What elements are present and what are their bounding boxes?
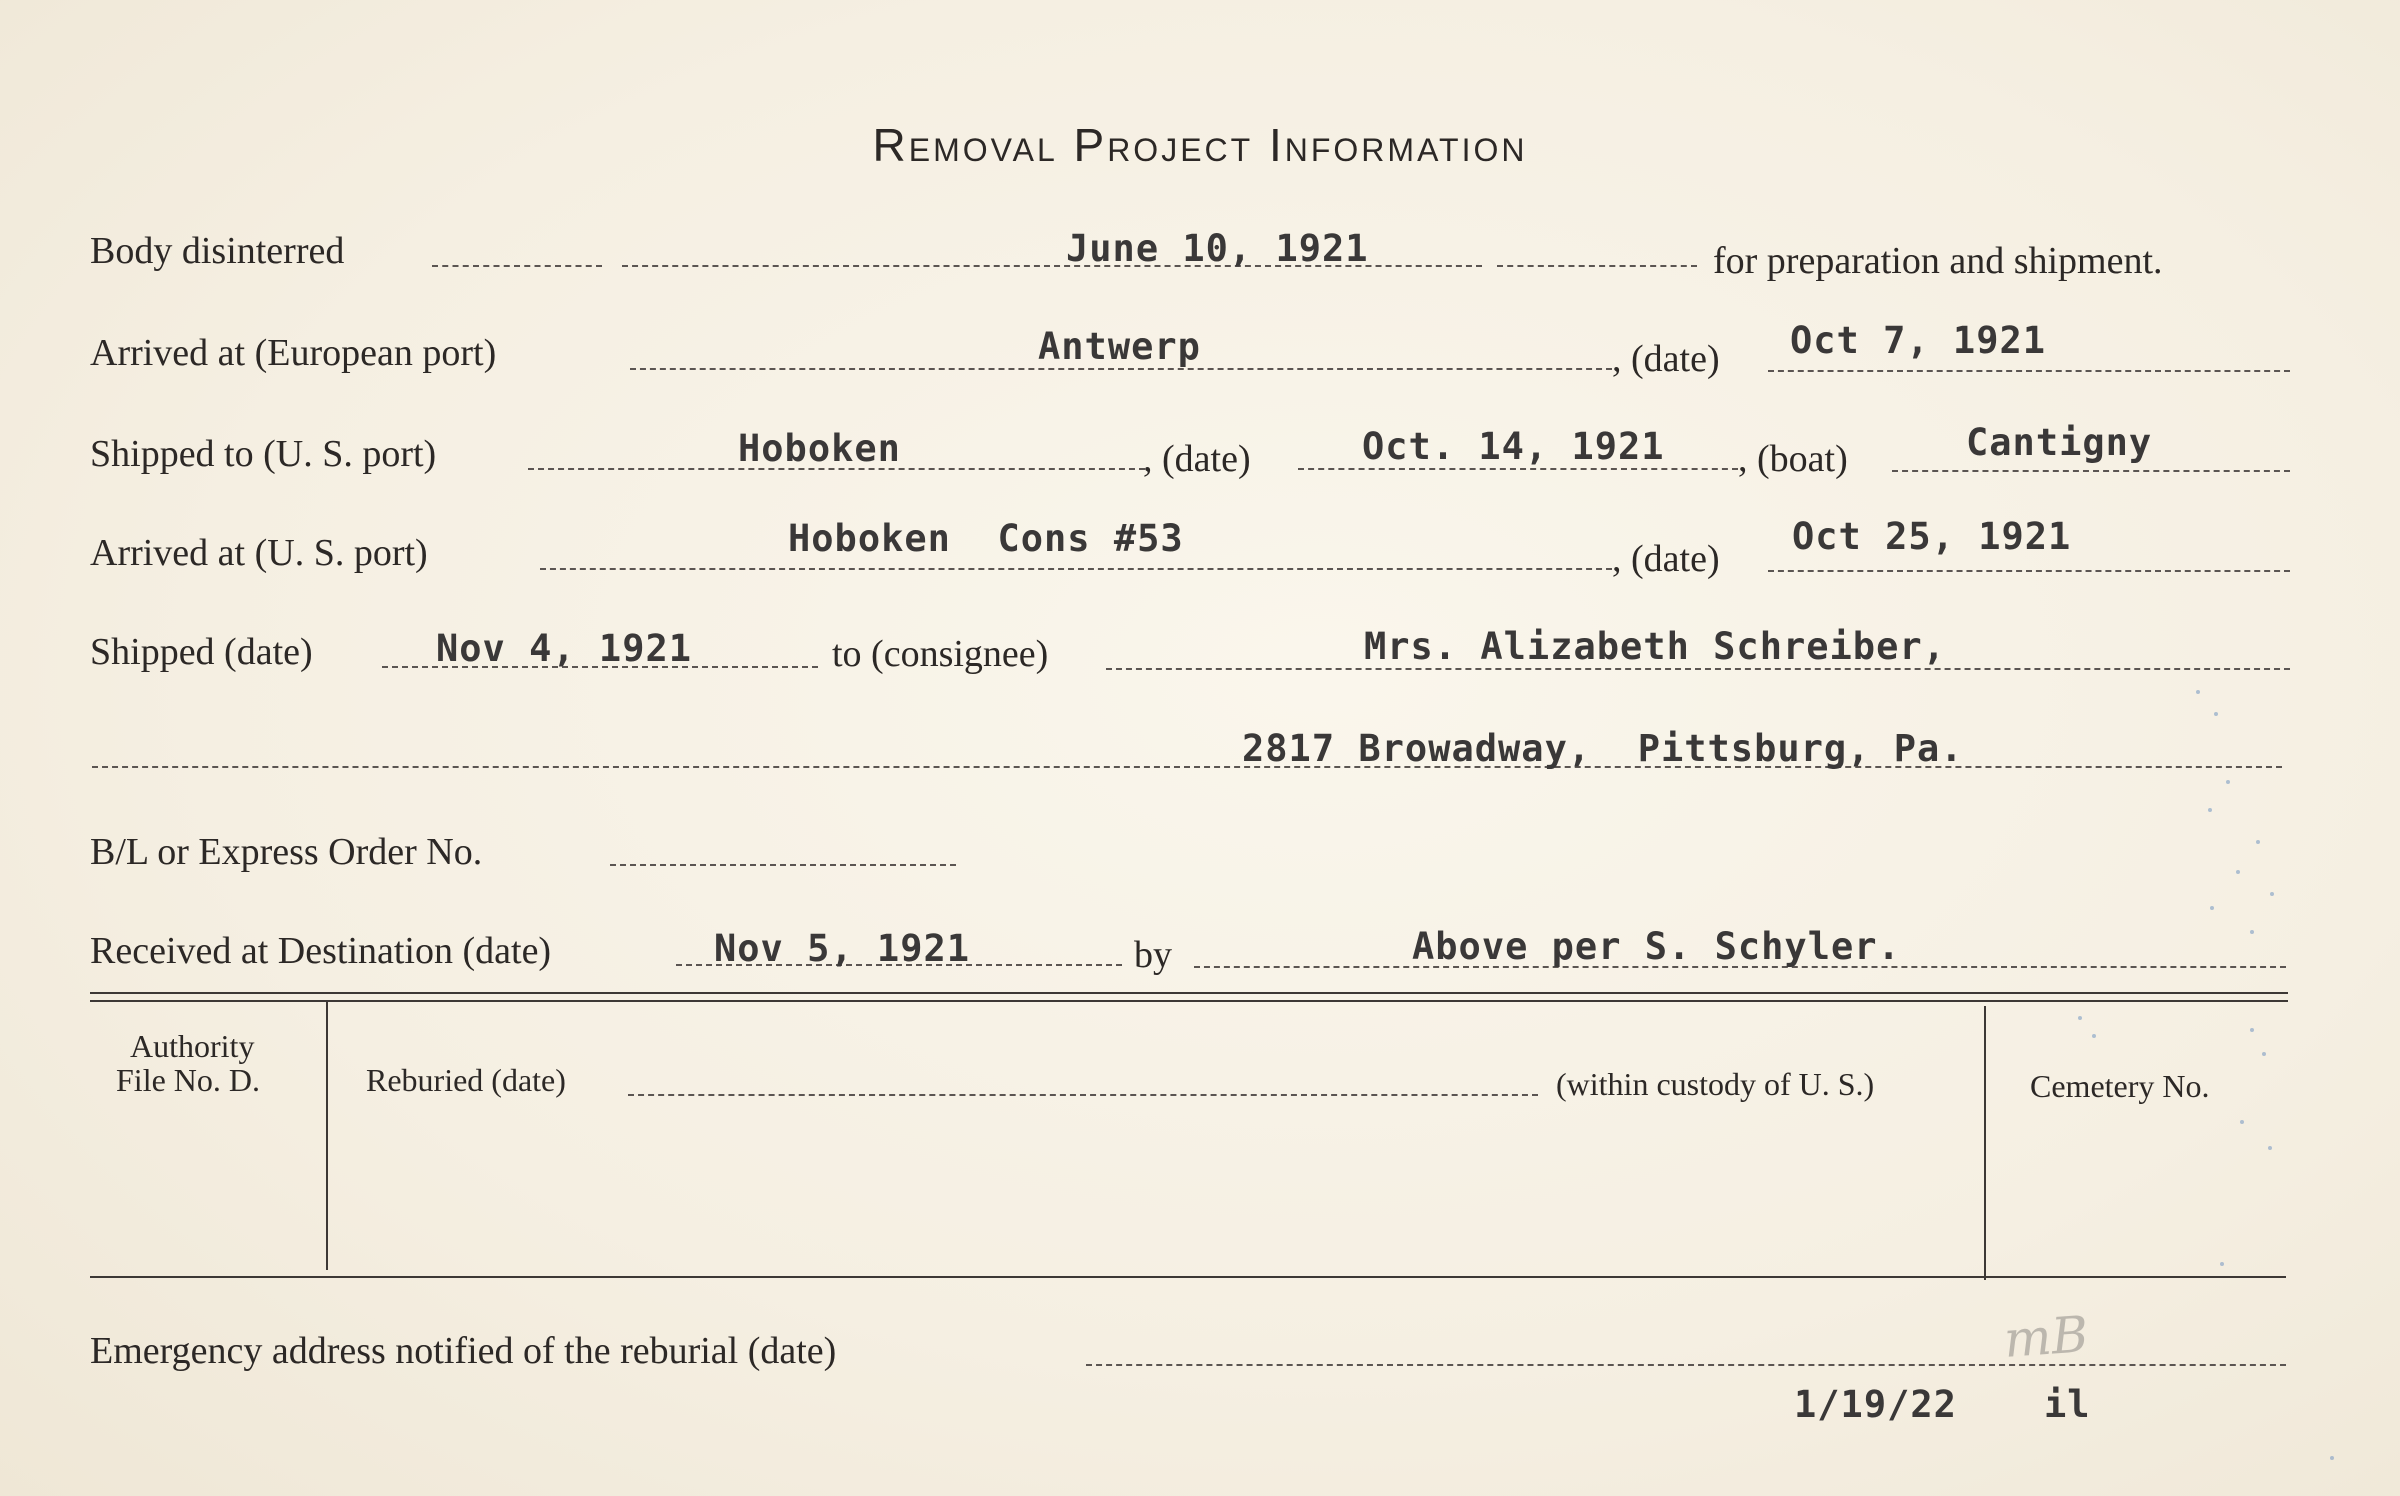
body-disinterred-label: Body disinterred xyxy=(90,230,345,272)
reburied-line xyxy=(628,1094,1538,1096)
received-by-value: Above per S. Schyler. xyxy=(1412,925,1901,968)
card-title: Removal Project Information xyxy=(872,119,1528,171)
received-by-label: by xyxy=(1134,934,1172,976)
reburied-label: Reburied (date) xyxy=(366,1062,566,1098)
consignee-address-value: 2817 Browadway, Pittsburg, Pa. xyxy=(1242,727,1964,770)
ink-speck xyxy=(2268,1146,2272,1150)
ink-speck xyxy=(2196,690,2200,694)
arrived-us-port-date-label: , (date) xyxy=(1612,538,1720,580)
shipped-us-port-date-value: Oct. 14, 1921 xyxy=(1362,425,1665,468)
ink-speck xyxy=(2078,1016,2082,1020)
ink-speck xyxy=(2236,870,2240,874)
arrived-european-port-date-value: Oct 7, 1921 xyxy=(1790,319,2047,362)
shipped-us-port-boat-label: , (boat) xyxy=(1738,438,1848,480)
arrived-us-port-date-value: Oct 25, 1921 xyxy=(1792,515,2072,558)
authority-label-line2: File No. D. xyxy=(116,1062,260,1098)
body-disinterred-line-a xyxy=(432,265,602,267)
cemetery-label: Cemetery No. xyxy=(2030,1068,2210,1104)
shipped-date-label: Shipped (date) xyxy=(90,631,313,673)
initials-stamp: mB xyxy=(2002,1305,2091,1369)
emergency-label: Emergency address notified of the reburial (date) xyxy=(90,1330,837,1372)
shipped-us-port-date-line xyxy=(1298,468,1738,470)
ink-speck xyxy=(2250,930,2254,934)
authority-label-line1: Authority xyxy=(130,1028,255,1064)
body-disinterred-value: June 10, 1921 xyxy=(1066,227,1369,270)
ink-speck xyxy=(2240,1120,2244,1124)
emergency-line xyxy=(1086,1364,2286,1366)
emergency-date-value: 1/19/22 xyxy=(1794,1383,1957,1426)
table-top-rule-2 xyxy=(90,1000,2288,1002)
emergency-initials: il xyxy=(2044,1383,2091,1426)
arrived-european-port-date-line xyxy=(1768,370,2290,372)
ink-speck xyxy=(2270,892,2274,896)
arrived-us-port-line xyxy=(540,568,1612,570)
received-destination-label: Received at Destination (date) xyxy=(90,930,552,972)
shipped-us-port-boat-line xyxy=(1892,470,2290,472)
arrived-european-port-label: Arrived at (European port) xyxy=(90,332,497,374)
arrived-european-port-date-label: , (date) xyxy=(1612,338,1720,380)
ink-speck xyxy=(2092,1034,2096,1038)
bl-order-label: B/L or Express Order No. xyxy=(90,831,483,873)
shipped-us-port-value: Hoboken xyxy=(738,427,901,470)
table-bottom-rule xyxy=(90,1276,2286,1278)
ink-speck xyxy=(2330,1456,2334,1460)
table-divider-right xyxy=(1984,1006,1986,1280)
table-top-rule-1 xyxy=(90,992,2288,994)
shipped-date-value: Nov 4, 1921 xyxy=(436,627,693,670)
ink-speck xyxy=(2220,1262,2224,1266)
bl-order-line xyxy=(610,864,956,866)
ink-speck xyxy=(2208,808,2212,812)
arrived-us-port-value: Hoboken Cons #53 xyxy=(788,517,1184,560)
received-destination-value: Nov 5, 1921 xyxy=(714,927,971,970)
ink-speck xyxy=(2214,712,2218,716)
body-disinterred-suffix: for preparation and shipment. xyxy=(1713,240,2163,282)
consignee-line xyxy=(1106,668,2290,670)
arrived-european-port-value: Antwerp xyxy=(1038,325,1201,368)
table-divider-left xyxy=(326,1000,328,1270)
ink-speck xyxy=(2210,906,2214,910)
body-disinterred-line-c xyxy=(1497,265,1697,267)
shipped-us-port-boat-value: Cantigny xyxy=(1966,421,2153,464)
ink-speck xyxy=(2250,1028,2254,1032)
custody-label: (within custody of U. S.) xyxy=(1556,1066,1875,1102)
ink-speck xyxy=(2256,840,2260,844)
shipped-us-port-date-label: , (date) xyxy=(1143,438,1251,480)
arrived-european-port-line xyxy=(630,368,1612,370)
ink-speck xyxy=(2226,780,2230,784)
shipped-us-port-label: Shipped to (U. S. port) xyxy=(90,433,437,475)
arrived-us-port-date-line xyxy=(1768,570,2290,572)
consignee-label: to (consignee) xyxy=(832,633,1049,675)
ink-speck xyxy=(2262,1052,2266,1056)
consignee-value: Mrs. Alizabeth Schreiber, xyxy=(1364,625,1946,668)
arrived-us-port-label: Arrived at (U. S. port) xyxy=(90,532,428,574)
